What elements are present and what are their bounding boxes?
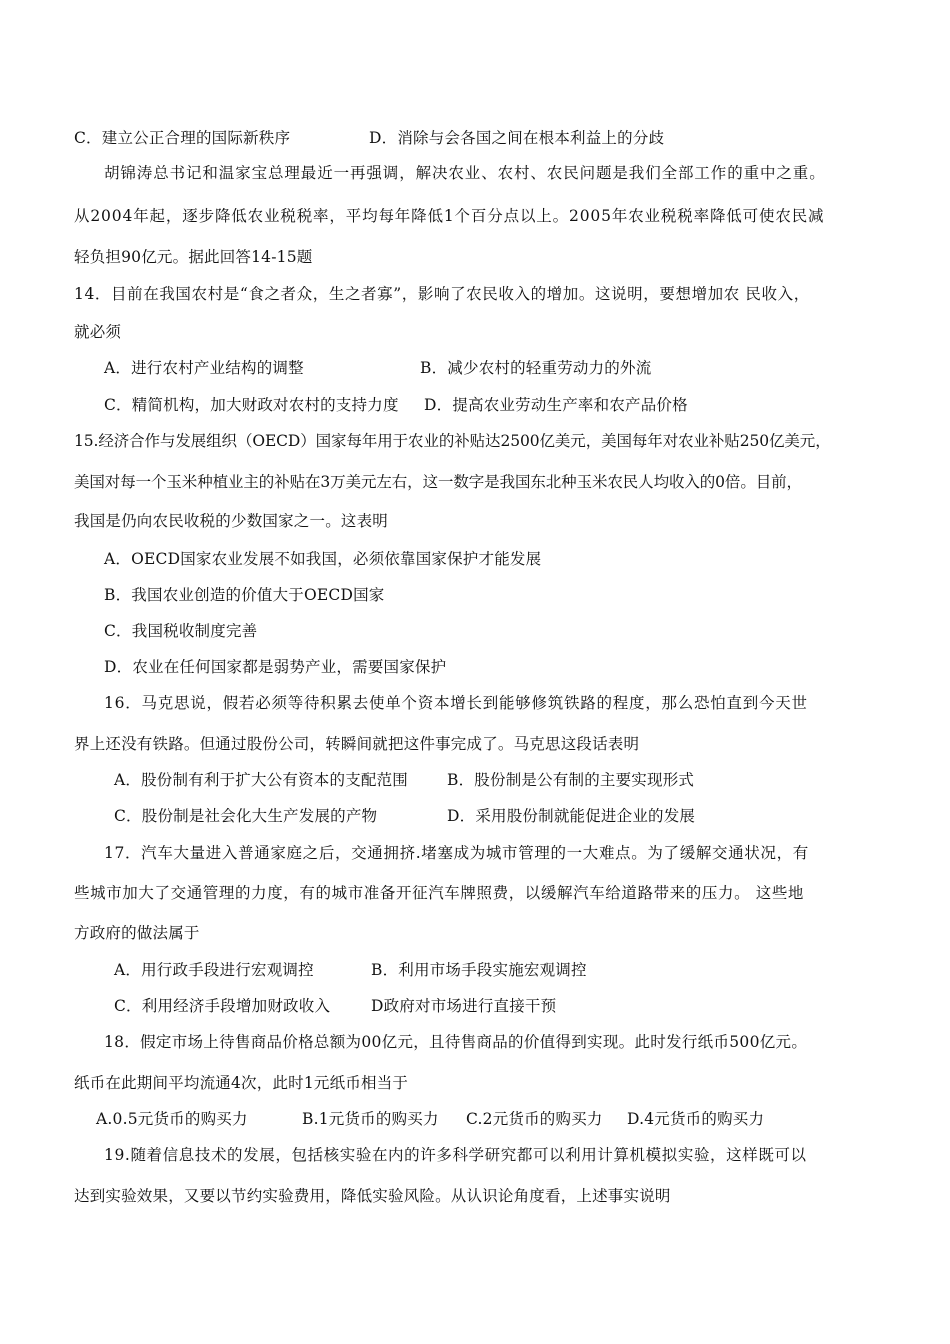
q17-option-b: B．利用市场手段实施宏观调控: [371, 961, 587, 979]
q18-option-c: C.2元货币的购买力: [466, 1110, 603, 1128]
q15-option-d: D．农业在任何国家都是弱势产业，需要国家保护: [104, 658, 447, 676]
q14-option-d: D．提高农业劳动生产率和农产品价格: [424, 396, 688, 414]
q15-stem-line-1: 15.经济合作与发展组织（OECD）国家每年用于农业的补贴达2500亿美元，美国每年对农业补贴250亿美元，: [74, 432, 831, 450]
q19-stem-line-1: 19.随着信息技术的发展，包括核实验在内的许多科学研究都可以利用计算机模拟实验，这样既可以: [104, 1146, 807, 1164]
q17-stem-line-2: 些城市加大了交通管理的力度，有的城市准备开征汽车牌照费，以缓解汽车给道路带来的压力。 这些地: [74, 884, 805, 902]
q16-option-d: D．采用股份制就能促进企业的发展: [447, 807, 696, 825]
q16-stem-line-2: 界上还没有铁路。但通过股份公司，转瞬间就把这件事完成了。马克思这段话表明: [74, 735, 640, 753]
q16-option-a: A．股份制有利于扩大公有资本的支配范围: [114, 771, 408, 789]
q17-stem-line-3: 方政府的做法属于: [74, 924, 200, 942]
q18-option-a: A.0.5元货币的购买力: [96, 1110, 248, 1128]
q15-option-a: A．OECD国家农业发展不如我国，必须依靠国家保护才能发展: [104, 550, 542, 568]
q16-option-c: C．股份制是社会化大生产发展的产物: [114, 807, 378, 825]
q15-stem-line-3: 我国是仍向农民收税的少数国家之一。这表明: [74, 512, 389, 530]
q14-stem-line-1: 14．目前在我国农村是“食之者众，生之者寡”，影响了农民收入的增加。这说明，要想增加农 民收入，: [74, 285, 810, 303]
passage-line-2: 从2004年起，逐步降低农业税税率，平均每年降低1个百分点以上。2005年农业税税率降低可使农民减: [74, 207, 825, 225]
q17-option-c: C．利用经济手段增加财政收入: [114, 997, 331, 1015]
q18-stem-line-2: 纸币在此期间平均流通4次，此时1元纸币相当于: [74, 1074, 409, 1092]
prev-option-c: C．建立公正合理的国际新秩序: [74, 129, 291, 147]
prev-option-d: D．消除与会各国之间在根本利益上的分歧: [369, 129, 665, 147]
q18-stem-line-1: 18．假定市场上待售商品价格总额为00亿元，且待售商品的价值得到实现。此时发行纸币500亿元。: [104, 1033, 808, 1051]
q15-stem-line-2: 美国对每一个玉米种植业主的补贴在3万美元左右，这一数字是我国东北种玉米农民人均收入的0倍。目前，: [74, 473, 802, 491]
q14-stem-line-2: 就必须: [74, 323, 122, 341]
q14-option-a: A．进行农村产业结构的调整: [104, 359, 304, 377]
q16-stem-line-1: 16．马克思说，假若必须等待积累去使单个资本增长到能够修筑铁路的程度，那么恐怕直到今天世: [104, 694, 808, 712]
q17-stem-line-1: 17．汽车大量进入普通家庭之后，交通拥挤.堵塞成为城市管理的一大难点。为了缓解交通状况，有: [104, 844, 809, 862]
passage-line-1: 胡锦涛总书记和温家宝总理最近一再强调，解决农业、农村、农民问题是我们全部工作的重中之重。: [104, 164, 826, 182]
q14-option-b: B．减少农村的轻重劳动力的外流: [420, 359, 652, 377]
q17-option-a: A．用行政手段进行宏观调控: [114, 961, 314, 979]
q18-option-b: B.1元货币的购买力: [302, 1110, 439, 1128]
q15-option-b: B．我国农业创造的价值大于OECD国家: [104, 586, 385, 604]
q16-option-b: B．股份制是公有制的主要实现形式: [447, 771, 695, 789]
q18-option-d: D.4元货币的购买力: [627, 1110, 765, 1128]
q15-option-c: C．我国税收制度完善: [104, 622, 258, 640]
passage-line-3: 轻负担90亿元。据此回答14-15题: [74, 248, 313, 266]
q17-option-d: D政府对市场进行直接干预: [371, 997, 557, 1015]
q19-stem-line-2: 达到实验效果，又要以节约实验费用，降低实验风险。从认识论角度看，上述事实说明: [74, 1187, 671, 1205]
q14-option-c: C．精简机构，加大财政对农村的支持力度: [104, 396, 399, 414]
